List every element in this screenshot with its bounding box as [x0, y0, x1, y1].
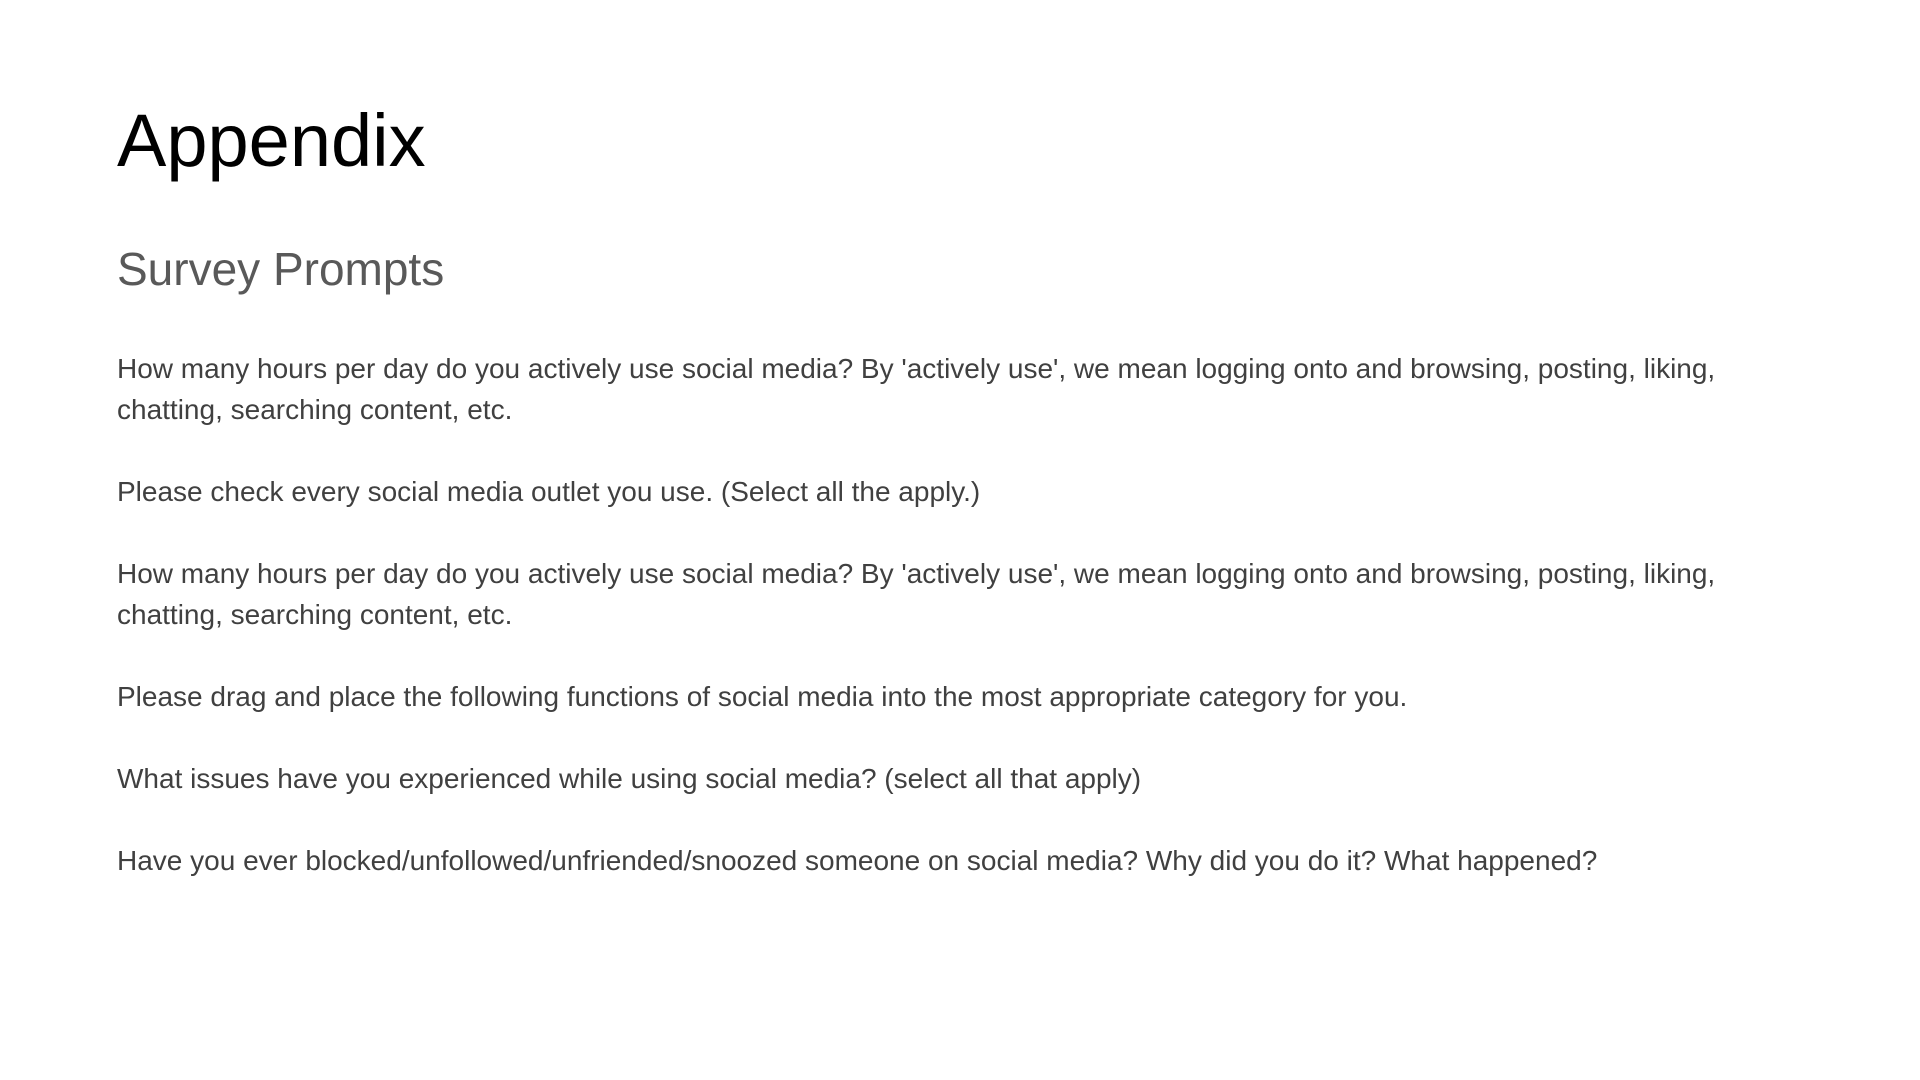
survey-prompt-2: Please check every social media outlet you use. (Select all the apply.) [117, 476, 981, 507]
slide-subtitle: Survey Prompts [117, 243, 445, 295]
slide-title: Appendix [117, 99, 426, 182]
survey-prompt-1: How many hours per day do you actively use social media? By 'actively use', we mean logging onto and browsing, posting, liking, chatting, searching content, etc. [117, 353, 1716, 425]
survey-prompt-5: What issues have you experienced while using social media? (select all that apply) [117, 763, 1142, 794]
survey-prompt-4: Please drag and place the following functions of social media into the most appropriate category for you. [117, 681, 1408, 712]
survey-prompt-list [117, 348, 1817, 922]
survey-prompt-6: Have you ever blocked/unfollowed/unfriended/snoozed someone on social media? Why did you do it? What happened? [117, 845, 1598, 876]
survey-prompt-3: How many hours per day do you actively use social media? By 'actively use', we mean logging onto and browsing, posting, liking, chatting, searching content, etc. [117, 558, 1716, 630]
